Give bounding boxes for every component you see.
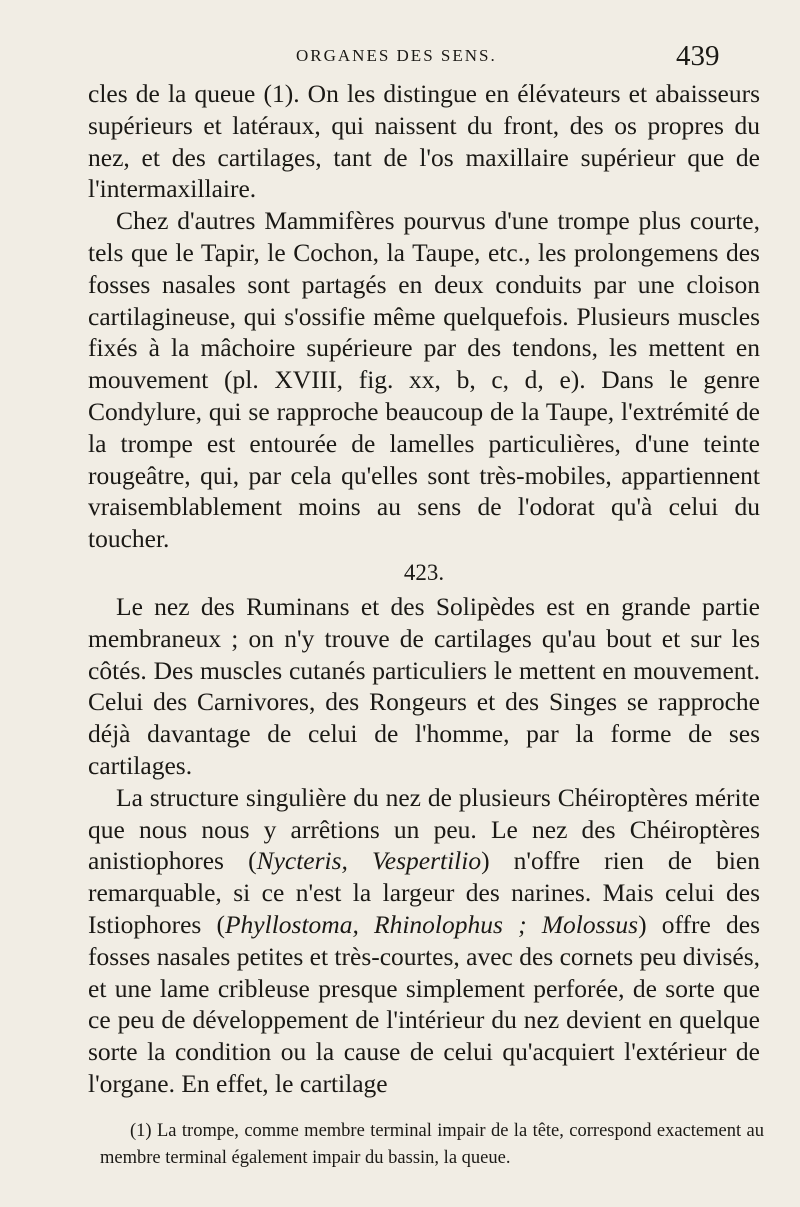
text-run: La structure singulière du nez de plusieurs Chéiroptères mérite que nous nous y arrêtions un peu. Le nez des Chéiroptères anistiophores ( — [88, 782, 760, 876]
taxon-names: Nycteris, Vespertilio — [256, 846, 482, 876]
footnote-text: (1) La trompe, comme membre terminal impair de la tête, correspond exactement au membre terminal également impair du bassin, la queue. — [100, 1121, 764, 1168]
section-number: 423. — [403, 559, 445, 585]
text-run: ) n'offre rien de bien remarquable, si ce n'est la largeur des narines. Mais celui des Istiophores ( — [88, 846, 760, 939]
text-run: ) offre des fosses nasales petites et très-courtes, avec des cornets peu divisés, et une lame cribleuse presque simplement perforée, de sorte que ce peu de développement de l'intérieur du nez devient en quelque sorte la condition ou la cause de celui qu'acquiert l'extérieur de l'organe. En effet, le cartilage — [88, 909, 761, 1098]
page-number: 439 — [676, 40, 720, 72]
paragraph-trompe: Chez d'autres Mammifères pourvus d'une trompe plus courte, tels que le Tapir, le Cochon, la Taupe, etc., les prolongemens des fosses nasales sont partagés en deux conduits par une cloison cartilagineuse, qui s'ossifie même quelquefois. Plusieurs muscles fixés à la mâchoire supérieure par des tendons, les mettent en mouvement (pl. XVIII, fig. xx, b, c, d, e). Dans le genre Condylure, qui se rapproche beaucoup de la Taupe, l'extrémité de la trompe est entourée de lamelles particulières, d'une teinte rougeâtre, qui, par cela qu'elles sont très-mobiles, appartiennent vraisemblablement moins au sens de l'odorat qu'à celui du toucher. — [88, 206, 760, 554]
paragraph-ruminans: Le nez des Ruminans et des Solipèdes est en grande partie membraneux ; on n'y trouve de cartilages qu'au bout et sur les côtés. Des muscles cutanés particuliers le mettent en mouvement. Celui des Carnivores, des Rongeurs et des Singes se rapproche déjà davantage de celui de l'homme, par la forme de ses cartilages. — [88, 591, 760, 780]
page-header — [0, 38, 800, 74]
footnote — [100, 1118, 764, 1172]
body-text — [88, 78, 760, 1100]
running-title: ORGANES DES SENS. — [296, 46, 497, 65]
taxon-names: Phyllostoma, Rhinolophus ; Molossus — [224, 909, 639, 939]
paragraph-continued: cles de la queue (1). On les distingue en élévateurs et abaisseurs supérieurs et latéraux, qui naissent du front, des os propres du nez, et des cartilages, tant de l'os maxillaire supérieur que de l'intermaxillaire. — [88, 79, 760, 204]
paragraph-cheiropteres — [88, 782, 760, 1100]
